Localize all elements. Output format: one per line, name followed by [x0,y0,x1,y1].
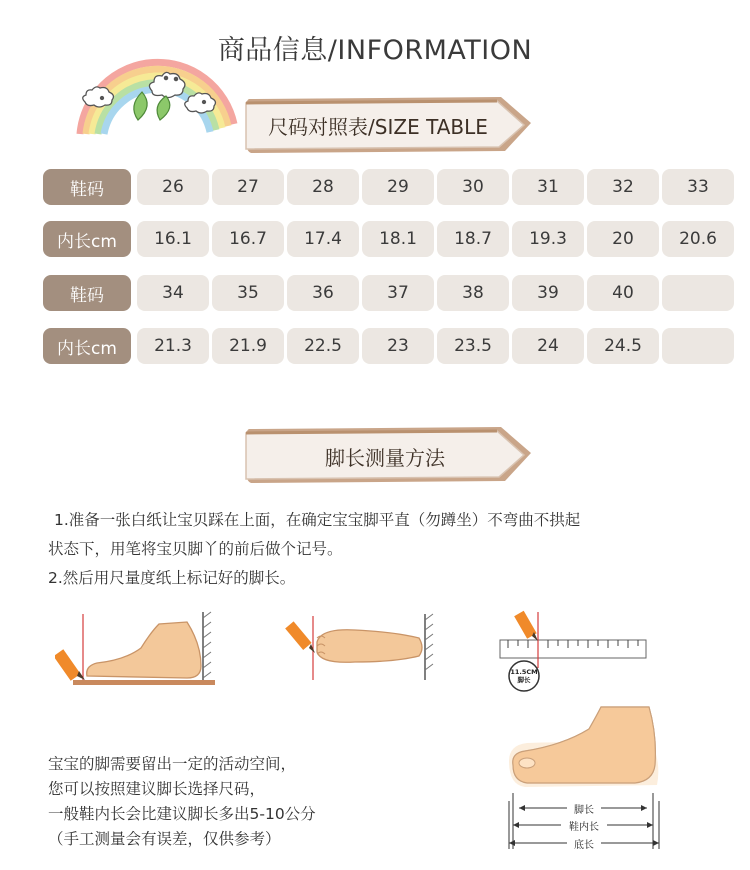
sole-length-label: 底长 [574,840,594,851]
badge-value: 11.5CM [510,668,538,676]
size-cell: 35 [212,275,284,311]
size-cell: 32 [587,169,659,205]
measure-method-title: 脚长测量方法 [325,446,445,470]
size-cell: 40 [587,275,659,311]
size-cell: 38 [437,275,509,311]
ruler-illustration [498,610,648,698]
length-cell: 24 [512,328,584,364]
length-cell: 18.7 [437,221,509,257]
length-cell-empty [662,328,734,364]
size-cell: 36 [287,275,359,311]
length-cell: 19.3 [512,221,584,257]
length-cell: 23 [362,328,434,364]
step2: 2.然后用尺量度纸上标记好的脚长。 [48,569,296,587]
size-cell: 26 [137,169,209,205]
foot-top-illustration [285,612,435,682]
note-line: （手工测量会有误差，仅供参考） [48,830,281,848]
pencil-icon [55,649,85,680]
note-line: 宝宝的脚需要留出一定的活动空间， [48,755,297,773]
length-cell: 18.1 [362,221,434,257]
length-cell: 22.5 [287,328,359,364]
length-cell: 17.4 [287,221,359,257]
row-header-shoe-size: 鞋码 [43,169,131,205]
size-cell-empty [662,275,734,311]
row-header-shoe-size: 鞋码 [43,275,131,311]
step1-line2: 状态下，用笔将宝贝脚丫的前后做个记号。 [48,540,343,558]
length-cell: 23.5 [437,328,509,364]
size-cell: 30 [437,169,509,205]
row-header-inner-length: 内长cm [43,328,131,364]
foot-length-label: 脚长 [574,805,594,816]
size-cell: 29 [362,169,434,205]
step1-line1: 1.准备一张白纸让宝贝踩在上面，在确定宝宝脚平直（勿蹲坐）不弯曲不拱起 [54,511,581,529]
size-table-title: 尺码对照表/SIZE TABLE [268,115,488,139]
size-row [43,169,734,205]
length-cell: 24.5 [587,328,659,364]
row-header-inner-length: 内长cm [43,221,131,257]
ruler-badge-text [510,668,538,684]
note-line: 您可以按照建议脚长选择尺码， [48,780,266,798]
size-table-banner [243,93,533,155]
size-cell: 33 [662,169,734,205]
length-cell: 16.1 [137,221,209,257]
length-row [43,221,734,257]
size-cell: 31 [512,169,584,205]
length-cell: 16.7 [212,221,284,257]
badge-label: 脚长 [517,676,531,684]
size-cell: 34 [137,275,209,311]
measure-method-banner [243,423,533,485]
size-cell: 39 [512,275,584,311]
inner-length-label: 鞋内长 [569,822,599,833]
rainbow-decoration [72,58,242,138]
size-cell: 28 [287,169,359,205]
length-cell: 21.9 [212,328,284,364]
size-cell: 37 [362,275,434,311]
page-title: 商品信息/INFORMATION [217,35,533,66]
size-advice-notes [48,752,316,852]
note-line: 一般鞋内长会比建议脚长多出5-10公分 [48,805,316,823]
pencil-icon [514,611,538,641]
foot-side-illustration [55,608,220,690]
measure-steps [48,506,728,593]
length-cell: 20.6 [662,221,734,257]
size-cell: 27 [212,169,284,205]
size-row [43,275,734,311]
length-cell: 21.3 [137,328,209,364]
length-row [43,328,734,364]
length-cell: 20 [587,221,659,257]
pencil-icon [285,621,315,653]
